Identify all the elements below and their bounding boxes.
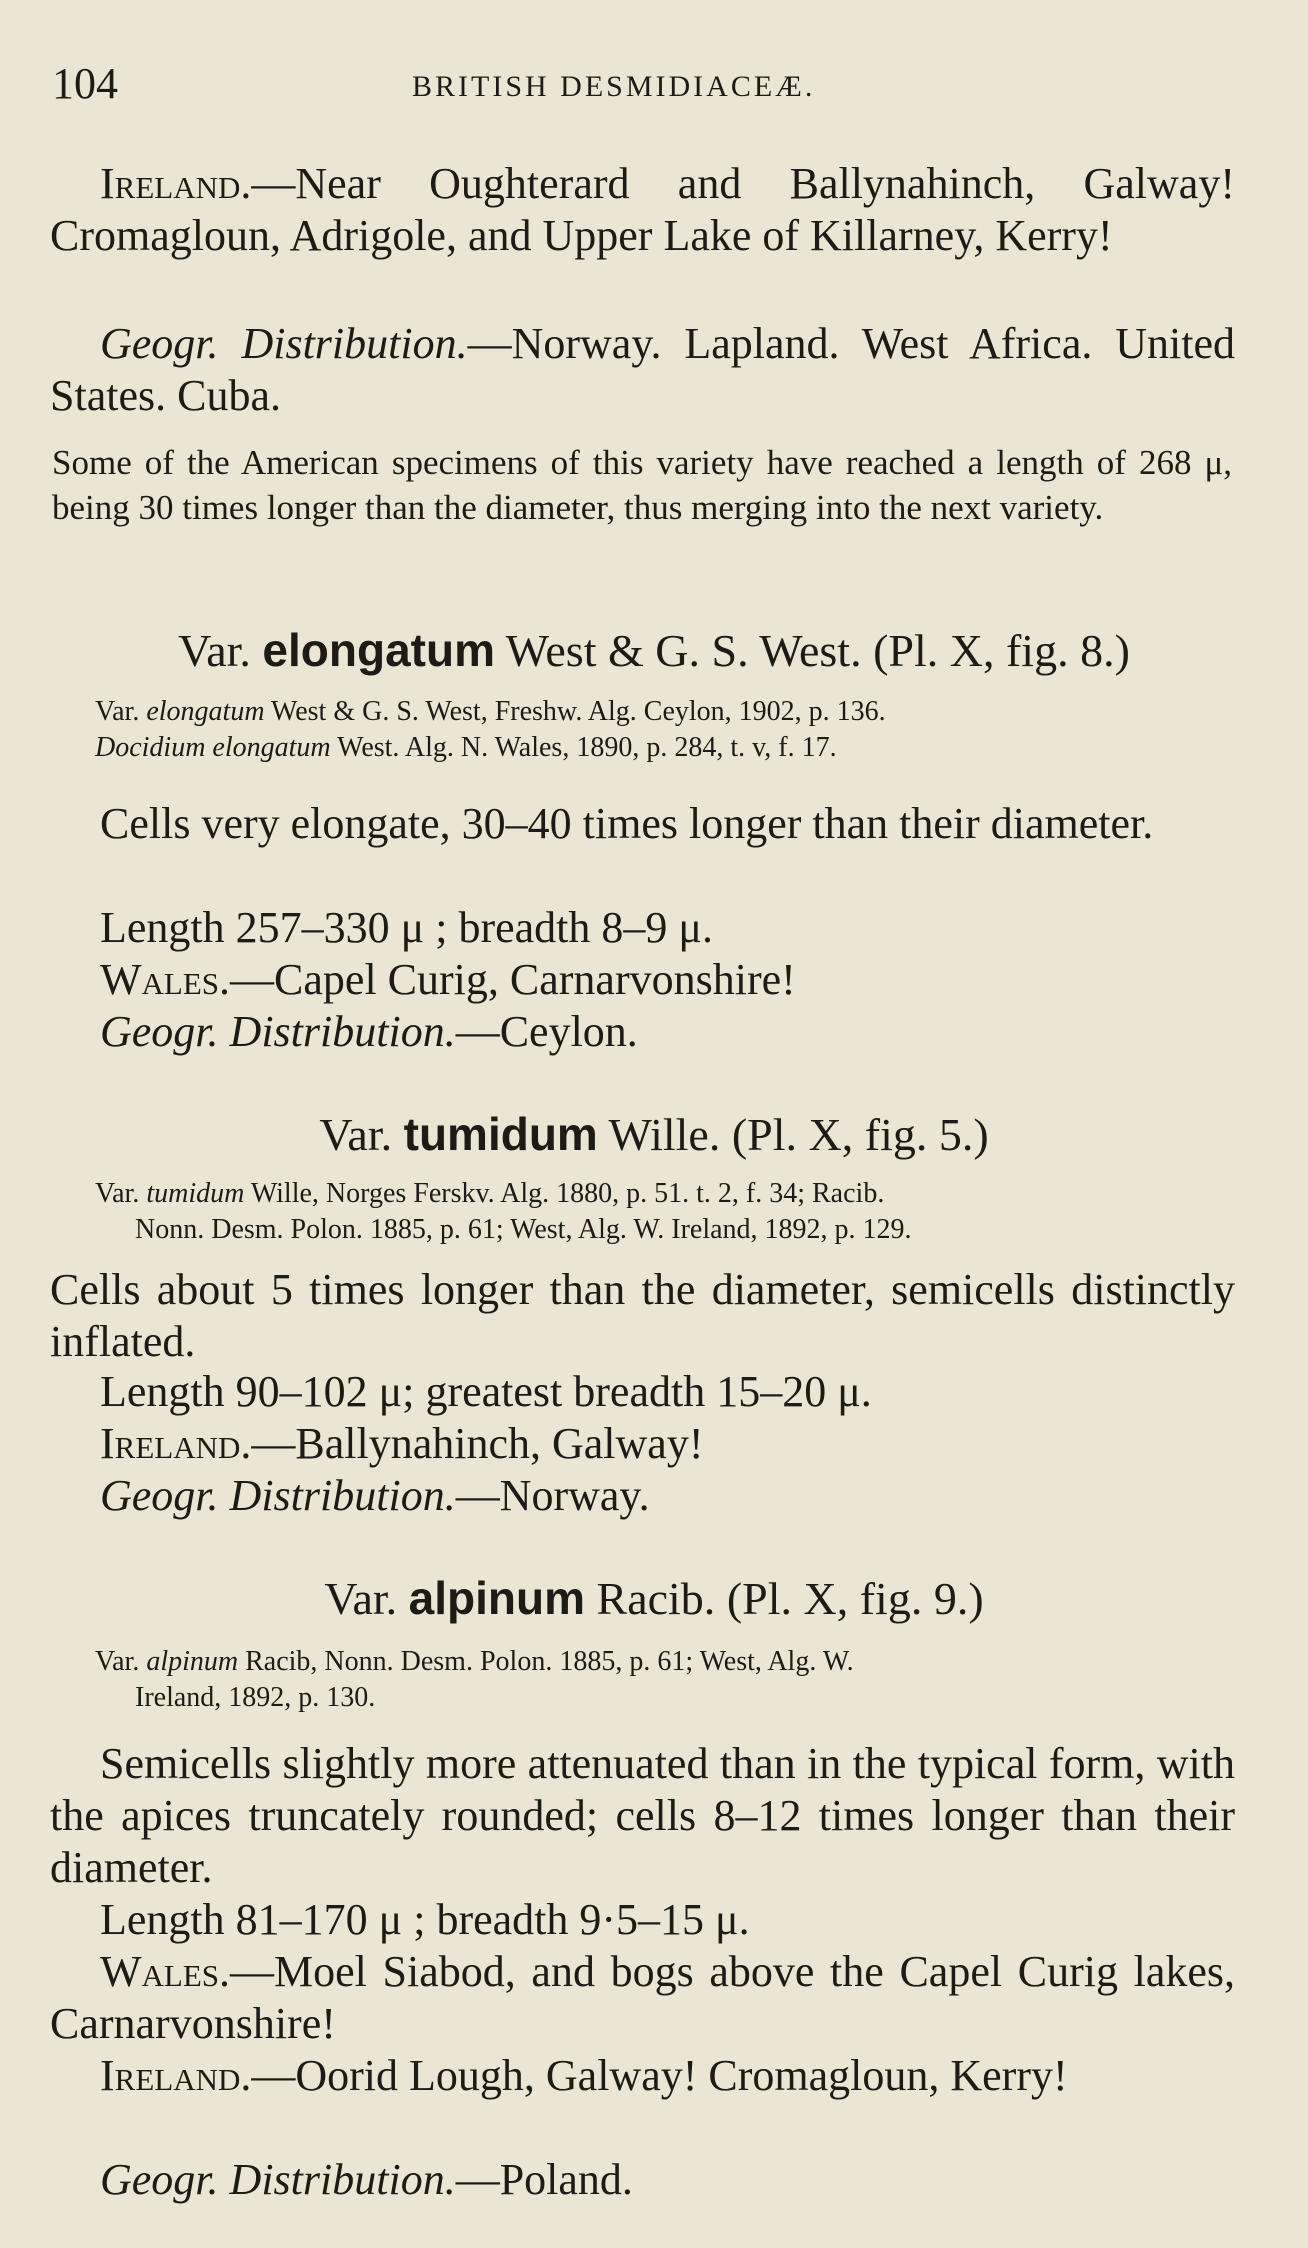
var-name: alpinum — [408, 1572, 586, 1624]
plate-reference: (Pl. X, fig. 5.) — [731, 1109, 989, 1160]
var-elongatum-locality — [50, 954, 1235, 1006]
var-elongatum-citations — [95, 694, 1245, 766]
citation-line — [95, 1644, 1245, 1680]
cite-name: tumidum — [146, 1178, 245, 1209]
cite-prefix: Var. — [95, 1178, 140, 1209]
distribution-label: Geogr. Distribution. — [100, 2155, 456, 2204]
cite-prefix: Var. — [95, 1646, 140, 1677]
ireland-localities: —Oorid Lough, Galway! Cromagloun, Kerry! — [251, 2051, 1068, 2100]
var-authority: West & G. S. West. — [505, 625, 862, 676]
var-alpinum-citations — [95, 1644, 1245, 1716]
cite-prefix: Var. — [95, 696, 140, 727]
page-header — [52, 58, 1252, 118]
var-tumidum-citations — [95, 1176, 1245, 1248]
cite-name: alpinum — [146, 1646, 239, 1677]
var-tumidum-measurements: Length 90–102 μ; greatest breadth 15–20 μ. — [100, 1367, 872, 1416]
ireland-label: Ireland. — [100, 2051, 252, 2100]
var-alpinum-heading — [0, 1570, 1308, 1627]
distribution-label: Geogr. Distribution. — [100, 1007, 456, 1056]
wales-label: Wales. — [100, 955, 231, 1004]
distribution-text: —Poland. — [455, 2155, 633, 2204]
distribution-text: —Norway. Lapland. West Africa. United States. Cuba. — [50, 319, 1235, 420]
var-elongatum-distribution — [50, 1006, 1235, 1058]
var-alpinum-wales — [50, 1946, 1235, 2050]
distribution-label: Geogr. Distribution. — [100, 319, 468, 368]
intro-note: Some of the American specimens of this variety have reached a length of 268 μ, being 30 times longer than the diameter, thus merging into the next variety. — [52, 443, 1232, 527]
var-tumidum-locality — [50, 1418, 1235, 1470]
var-alpinum-description: Semicells slightly more attenuated than in the typical form, with the apices truncately rounded; cells 8–12 times longer than their diameter. — [50, 1739, 1235, 1892]
wales-localities: —Capel Curig, Carnarvonshire! — [230, 955, 796, 1004]
page-number: 104 — [52, 59, 118, 108]
citation-line — [95, 1176, 1245, 1212]
intro-distribution-paragraph — [50, 318, 1235, 422]
citation-line — [95, 730, 1245, 766]
cite-name: elongatum — [146, 696, 265, 727]
wales-label: Wales. — [100, 1947, 231, 1996]
var-tumidum-description: Cells about 5 times longer than the diameter, semicells distinctly inflated. — [50, 1265, 1235, 1366]
ireland-localities: —Near Oughterard and Ballynahinch, Galway! Cromagloun, Adrigole, and Upper Lake of Killarney, Kerry! — [50, 159, 1235, 260]
ireland-label: Ireland. — [100, 159, 252, 208]
var-prefix: Var. — [319, 1109, 393, 1160]
var-prefix: Var. — [178, 625, 251, 676]
var-prefix: Var. — [324, 1573, 398, 1624]
var-name: tumidum — [403, 1108, 598, 1160]
distribution-text: —Norway. — [455, 1471, 650, 1520]
citation-line — [95, 694, 1245, 730]
cite-text: West. Alg. N. Wales, 1890, p. 284, t. v, f. 17. — [337, 732, 837, 763]
running-title: BRITISH DESMIDIACEÆ. — [412, 70, 816, 103]
citation-line: Nonn. Desm. Polon. 1885, p. 61; West, Alg. W. Ireland, 1892, p. 129. — [135, 1214, 912, 1245]
ireland-localities: —Ballynahinch, Galway! — [251, 1419, 704, 1468]
cite-name: Docidium elongatum — [95, 732, 331, 763]
plate-reference: (Pl. X, fig. 8.) — [873, 625, 1130, 676]
ireland-label: Ireland. — [100, 1419, 252, 1468]
distribution-text: —Ceylon. — [455, 1007, 638, 1056]
intro-ireland-paragraph — [50, 158, 1235, 262]
var-alpinum-measurements: Length 81–170 μ ; breadth 9·5–15 μ. — [100, 1895, 750, 1944]
var-elongatum-description: Cells very elongate, 30–40 times longer than their diameter. — [100, 799, 1154, 848]
cite-text: Wille, Norges Ferskv. Alg. 1880, p. 51. t. 2, f. 34; Racib. — [250, 1178, 885, 1209]
var-elongatum-measurements: Length 257–330 μ ; breadth 8–9 μ. — [100, 903, 713, 952]
var-name: elongatum — [262, 624, 495, 676]
var-tumidum-distribution — [50, 1470, 1235, 1522]
var-authority: Racib. — [596, 1573, 716, 1624]
plate-reference: (Pl. X, fig. 9.) — [726, 1573, 984, 1624]
distribution-label: Geogr. Distribution. — [100, 1471, 456, 1520]
var-tumidum-heading — [0, 1106, 1308, 1163]
cite-text: West & G. S. West, Freshw. Alg. Ceylon, 1902, p. 136. — [271, 696, 886, 727]
var-alpinum-distribution — [50, 2154, 1235, 2206]
var-alpinum-ireland — [50, 2050, 1235, 2102]
citation-line: Ireland, 1892, p. 130. — [135, 1682, 376, 1713]
var-elongatum-heading — [0, 622, 1308, 679]
cite-text: Racib, Nonn. Desm. Polon. 1885, p. 61; West, Alg. W. — [245, 1646, 854, 1677]
wales-localities: —Moel Siabod, and bogs above the Capel Curig lakes, Carnarvonshire! — [50, 1947, 1235, 2048]
var-authority: Wille. — [608, 1109, 721, 1160]
